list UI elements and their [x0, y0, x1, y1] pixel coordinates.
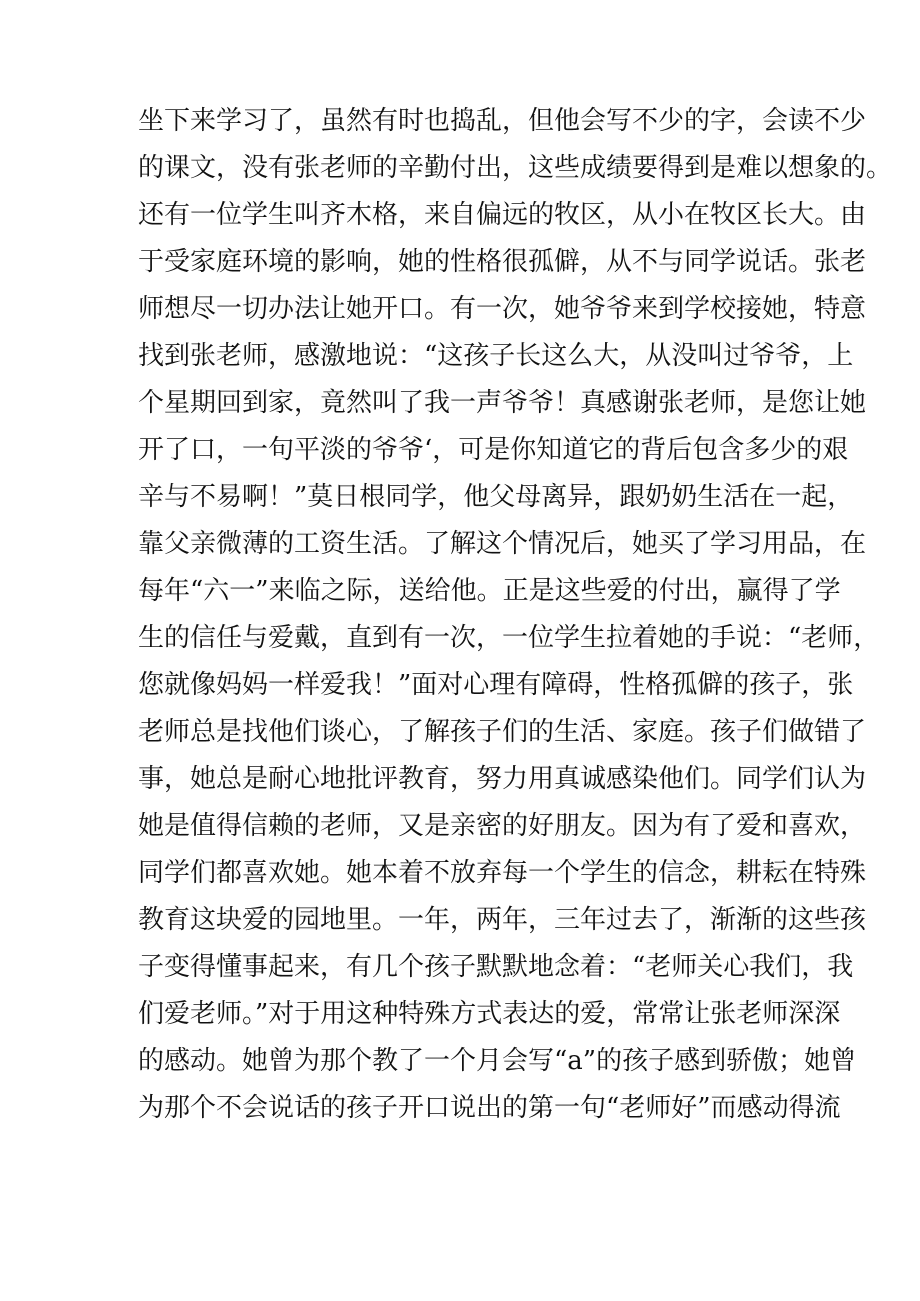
- text-line: 生的信任与爱戴，直到有一次，一位学生拉着她的手说：“老师，: [138, 623, 880, 653]
- text-line: 还有一位学生叫齐木格，来自偏远的牧区，从小在牧区长大。由: [138, 200, 867, 230]
- text-line: 个星期回到家，竟然叫了我一声爷爷！真感谢张老师，是您让她: [138, 388, 867, 418]
- text-line: 的课文，没有张老师的辛勤付出，这些成绩要得到是难以想象的。: [138, 153, 893, 183]
- text-line: 找到张老师，感激地说：“这孩子长这么大，从没叫过爷爷，上: [138, 341, 854, 371]
- text-line: 坐下来学习了，虽然有时也捣乱，但他会写不少的字，会读不少: [138, 106, 867, 136]
- text-line: 靠父亲微薄的工资生活。了解这个情况后，她买了学习用品，在: [138, 529, 867, 559]
- text-line: 每年“六一”来临之际，送给他。正是这些爱的付出，赢得了学: [138, 576, 841, 606]
- text-line: 于受家庭环境的影响，她的性格很孤僻，从不与同学说话。张老: [138, 247, 867, 277]
- text-line: 师想尽一切办法让她开口。有一次，她爷爷来到学校接她，特意: [138, 294, 867, 324]
- text-line: 事，她总是耐心地批评教育，努力用真诚感染他们。同学们认为: [138, 764, 867, 794]
- text-line: 辛与不易啊！”莫日根同学，他父母离异，跟奶奶生活在一起，: [138, 482, 854, 512]
- text-line: 老师总是找他们谈心，了解孩子们的生活、家庭。孩子们做错了: [138, 717, 867, 747]
- text-line: 的感动。她曾为那个教了一个月会写“a”的孩子感到骄傲；她曾: [138, 1046, 857, 1076]
- text-line: 子变得懂事起来，有几个孩子默默地念着：“老师关心我们，我: [138, 952, 854, 982]
- text-line: 她是值得信赖的老师，又是亲密的好朋友。因为有了爱和喜欢，: [138, 811, 867, 841]
- text-line: 为那个不会说话的孩子开口说出的第一句“老师好”而感动得流: [138, 1093, 841, 1123]
- text-line: 教育这块爱的园地里。一年，两年，三年过去了，渐渐的这些孩: [138, 905, 867, 935]
- text-line: 们爱老师。”对于用这种特殊方式表达的爱，常常让张老师深深: [138, 999, 841, 1029]
- body-text: [138, 98, 893, 1132]
- text-line: 您就像妈妈一样爱我！”面对心理有障碍，性格孤僻的孩子，张: [138, 670, 854, 700]
- text-line: 同学们都喜欢她。她本着不放弃每一个学生的信念，耕耘在特殊: [138, 858, 867, 888]
- text-line: 开了口，一句平淡的爷爷‘，可是你知道它的背后包含多少的艰: [138, 435, 849, 465]
